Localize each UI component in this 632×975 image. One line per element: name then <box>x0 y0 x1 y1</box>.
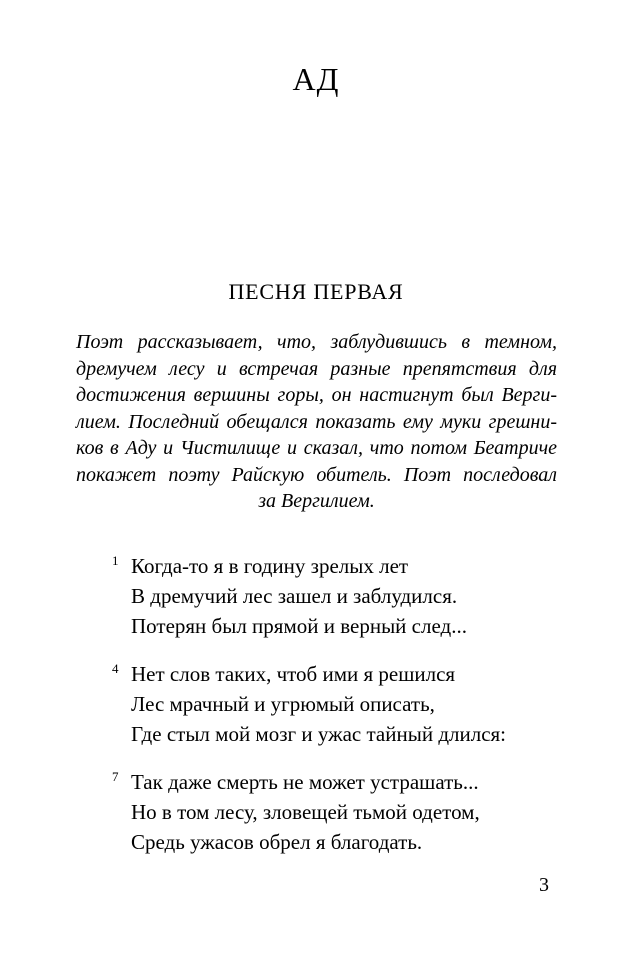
verse-number: 1 <box>112 553 119 568</box>
summary-line: Поэт рассказывает, что, заблудившись в темном, <box>76 331 557 353</box>
summary-line: дремучем лесу и встречая разные препятствия для <box>76 357 557 380</box>
stanza <box>112 659 572 749</box>
book-title: АД <box>292 61 340 97</box>
summary-line: за Вергилием. <box>258 490 375 512</box>
verse-number: 7 <box>112 769 119 784</box>
canto-heading: ПЕСНЯ ПЕРВАЯ <box>228 279 404 304</box>
page-number: 3 <box>539 874 549 896</box>
verse-line: Когда-то я в годину зрелых лет <box>131 554 409 578</box>
summary-line: достижения вершины горы, он настигнут был Верги- <box>76 384 557 406</box>
verse-line: Потерян был прямой и верный след... <box>131 614 467 638</box>
summary-line: покажет поэту Райскую обитель. Поэт последовал <box>76 463 557 486</box>
canto-summary <box>76 329 557 515</box>
verse-line: Средь ужасов обрел я благодать. <box>131 830 423 854</box>
summary-line: лием. Последний обещался показать ему муки грешни- <box>76 410 557 433</box>
verse-stanzas <box>112 551 572 875</box>
verse-line: Нет слов таких, чтоб ими я решился <box>131 662 456 686</box>
verse-number: 4 <box>112 661 119 676</box>
verse-line: Но в том лесу, зловещей тьмой одетом, <box>131 800 480 824</box>
summary-line: ков в Аду и Чистилище и сказал, что потом Беатриче <box>76 437 557 459</box>
stanza <box>112 551 572 641</box>
verse-line: Лес мрачный и угрюмый описать, <box>131 692 435 716</box>
verse-line: Так даже смерть не может устрашать... <box>131 770 479 794</box>
verse-line: В дремучий лес зашел и заблудился. <box>131 584 458 608</box>
verse-line: Где стыл мой мозг и ужас тайный длился: <box>131 722 507 746</box>
stanza <box>112 767 572 857</box>
